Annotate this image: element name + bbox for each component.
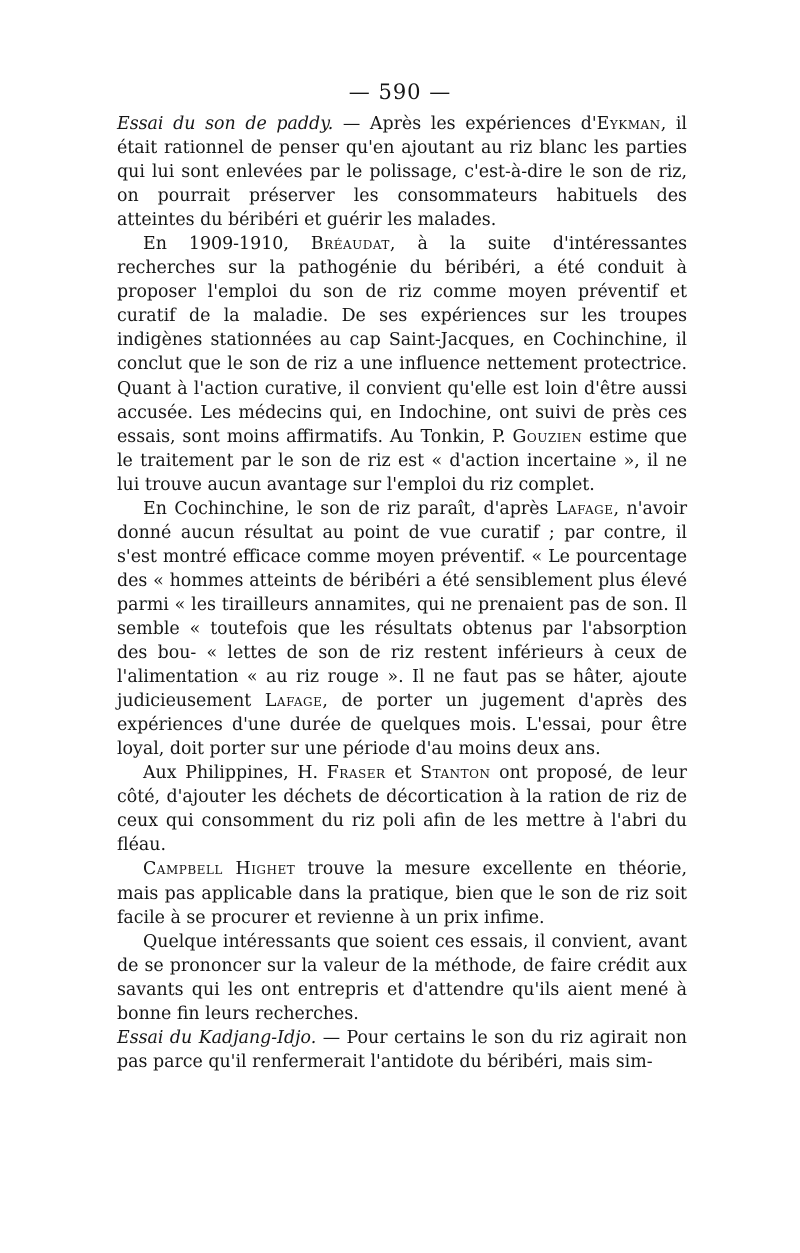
text-run: — Pour certains le son du riz agirait non pas parce qu'il renfermerait l'antidote du béribéri, mais sim- <box>117 1027 687 1072</box>
text-run: , de porter un jugement d'après des expériences d'une durée de quelques mois. L'essai, pour être loyal, doit porter sur une période d'au moins deux ans. <box>117 691 688 760</box>
paragraph <box>117 857 687 929</box>
text-run: trouve la mesure excellente en théorie, mais pas applicable dans la pratique, bien que le son de riz soit facile à se procurer et revienne à un prix infime. <box>117 859 687 928</box>
text-run: — Après les expériences d' <box>333 114 597 134</box>
paragraph <box>117 497 687 762</box>
text-run: Quelque intéressants que soient ces essais, il convient, avant de se prononcer sur la valeur de la méthode, de faire crédit aux savants qui les ont entrepris et d'attendre qu'ils aient mené à bonne fin leurs recherches. <box>117 931 687 1024</box>
body-text <box>117 112 687 1074</box>
text-run: estime que le traitement par le son de riz est « d'action incertaine », il ne lui trouve aucun avantage sur l'emploi du riz complet. <box>117 426 687 495</box>
section-title: Essai du Kadjang-Idjo. <box>117 1027 317 1048</box>
section-title: Essai du son de paddy. <box>117 114 334 134</box>
section-paragraph <box>117 1026 687 1074</box>
author-name: Fraser <box>326 763 386 784</box>
author-name: Campbell Highet <box>143 859 296 880</box>
author-name: Lafage <box>264 691 323 712</box>
text-run: En Cochinchine, le son de riz paraît, d'après <box>143 498 556 519</box>
text-run: , il était rationnel de penser qu'en ajoutant au riz blanc les parties qui lui sont enlevées par le polissage, c'est-à-dire le son de riz, on pourrait préserver les consommateurs habituels des atteintes du béribéri et guérir les malades. <box>117 114 687 231</box>
paragraph <box>117 761 687 857</box>
text-run: et <box>385 763 421 784</box>
text-run: En 1909-1910, <box>143 234 311 255</box>
section-paragraph <box>117 112 687 232</box>
paragraph <box>117 232 687 497</box>
author-name: Eykman <box>596 114 661 134</box>
page-number: — 590 — <box>348 80 452 104</box>
paragraph <box>117 930 687 1026</box>
author-name: Stanton <box>420 763 491 784</box>
text-run: , n'avoir donné aucun résultat au point de vue curatif ; par contre, il s'est montré efficace comme moyen préventif. « Le pourcentage des « hommes atteints de béribéri a été sensiblement plus élevé parmi « les tirailleurs annamites, qui ne prenaient pas de son. Il semble « toutefois que les résultats obtenus par l'absorption des bou- « lettes de son de riz restent inférieurs à ceux de l'alimentation « au riz rouge ». Il ne faut pas se hâter, ajoute judicieusement <box>117 498 688 712</box>
text-run: Aux Philippines, H. <box>143 763 327 784</box>
author-name: Gouzien <box>512 426 583 447</box>
text-run: ont proposé, de leur côté, d'ajouter les déchets de décortication à la ration de riz de ceux qui consomment du riz poli afin de les mettre à l'abri du fléau. <box>117 763 687 856</box>
text-run: , à la suite d'intéressantes recherches sur la pathogénie du béribéri, a été conduit à proposer l'emploi du son de riz comme moyen préventif et curatif de la maladie. De ses expériences sur les troupes indigènes stationnées au cap Saint-Jacques, en Cochinchine, il conclut que le son de riz a une influence nettement protectrice. Quant à l'action curative, il convient qu'elle est loin d'être aussi accusée. Les médecins qui, en Indochine, ont suivi de près ces essais, sont moins affirmatifs. Au Tonkin, P. <box>117 234 687 447</box>
author-name: Lafage <box>555 498 614 519</box>
author-name: Bréaudat <box>310 234 390 255</box>
